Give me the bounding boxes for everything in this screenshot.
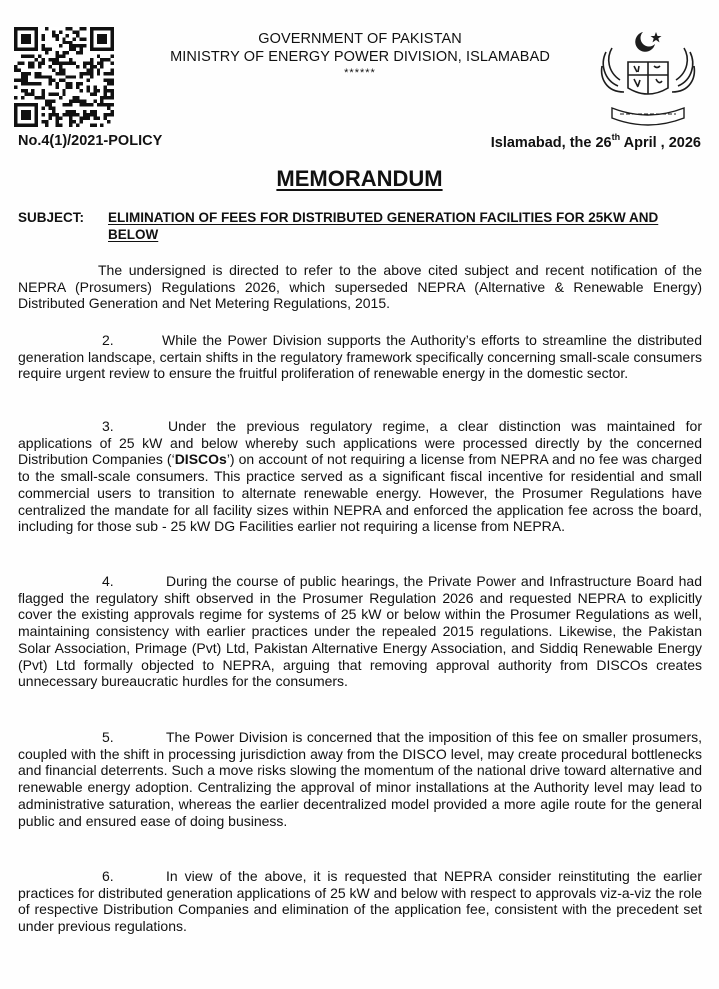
subject-text: ELIMINATION OF FEES FOR DISTRIBUTED GENERATION FACILITIES FOR 25KW AND BELOW bbox=[108, 210, 659, 242]
paragraph-1: The undersigned is directed to refer to the above cited subject and recent notification of the NEPRA (Prosumers) Regulations 2026, which superseded NEPRA (Alternative & Renewable Energy) Distributed Generation and Net Metering Regulations, 2015. bbox=[18, 262, 702, 312]
header-ministry: MINISTRY OF ENERGY POWER DIVISION, ISLAMABAD bbox=[170, 49, 550, 65]
header-government: GOVERNMENT OF PAKISTAN bbox=[258, 31, 462, 47]
paragraph-2: 2. While the Power Division supports the Authority’s efforts to streamline the distributed generation landscape, certain shifts in the regulatory framework specifically concerning small-scale consumers require urgent review to ensure the fruitful proliferation of renewable energy in the domestic sector. bbox=[18, 332, 702, 382]
paragraph-6: 6. In view of the above, it is requested that NEPRA consider reinstituting the earlier practices for distributed generation applications of 25 kW and below with respect to approvals viz-a-viz the role of respective Distribution Companies and elimination of the application fee, consistent with the precedent set under previous regulations. bbox=[18, 868, 703, 935]
paragraph-4: 4. During the course of public hearings, the Private Power and Infrastructure Board had flagged the regulatory shift observed in the Prosumer Regulation 2026 and requested NEPRA to explicitly cover the existing approvals regime for systems of 25 kW or below within the Prosumer Regulations as well, maintaining consistency with earlier practices under the repealed 2015 regulations. Likewise, the Pakistan Solar Association, Primage (Pvt) Ltd, Pakistan Alternative Energy Association, and Siddiq Renewable Energy (Pvt) Ltd formally objected to NEPRA, arguing that removing approval authority from DISCOs creates unnecessary bureaucratic hurdles for the consumers. bbox=[18, 573, 702, 690]
paragraph-3: 3. Under the previous regulatory regime, a clear distinction was maintained for applications of 25 kW and below whereby such applications were processed directly by the concerned Distribution Companies (‘DISCOs’) on account of not requiring a license from NEPRA and no fee was charged to the small-scale consumers. This practice served as a significant fiscal incentive for residential and small commercial users to transition to alternate renewable energy. However, the Prosumer Regulations have centralized the mandate for all facility sizes within NEPRA and enforced the application fee across the board, including for those sub - 25 kW DG Facilities earlier not requiring a license from NEPRA. bbox=[18, 418, 702, 535]
reference-number: No.4(1)/2021-POLICY bbox=[18, 133, 163, 149]
document-title: MEMORANDUM bbox=[276, 166, 443, 191]
qr-code-icon bbox=[14, 27, 114, 127]
paragraph-5: 5. The Power Division is concerned that the imposition of this fee on smaller prosumers, coupled with the shift in processing jurisdiction away from the DISCO level, may create procedural bottlenecks and financial deterrents. Such a move risks slowing the momentum of the national drive toward alternative and renewable energy adoption. Centralizing the approval of minor installations at the Authority level may lead to administrative saturation, whereas the earlier decentralized model provided a more agile route for the general public and ensured ease of doing business. bbox=[18, 729, 702, 829]
discos-term: DISCOs bbox=[174, 451, 227, 468]
date-line: Islamabad, the 26th April , 2026 bbox=[490, 132, 701, 151]
state-emblem-of-pakistan-icon bbox=[598, 22, 698, 132]
subject-label: SUBJECT: bbox=[18, 210, 85, 225]
header-separator: ****** bbox=[344, 67, 376, 79]
